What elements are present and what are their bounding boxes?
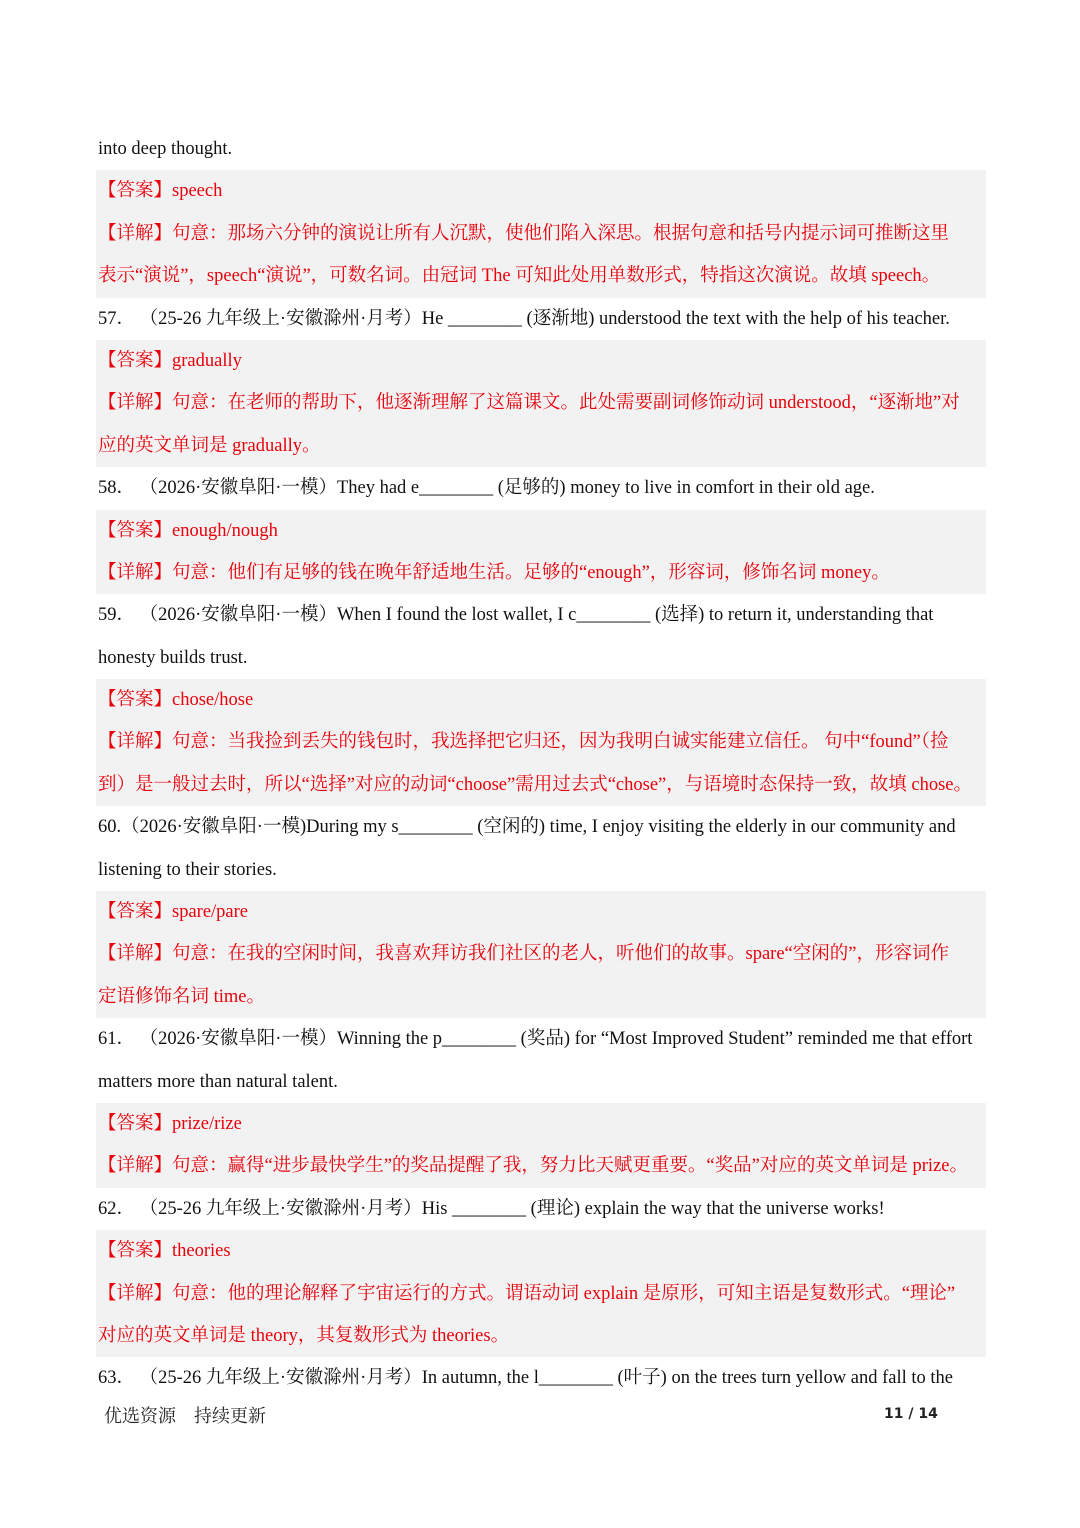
answer-line: 【答案】theories <box>98 1241 231 1262</box>
question-line: 60.（2026·安徽阜阳·一模)During my s________ (空闲的) time, I enjoy visiting the elderly in our community and <box>98 817 956 838</box>
answer-block <box>96 1103 986 1188</box>
answer-line: 【答案】prize/rize <box>98 1113 242 1134</box>
footer-slogan <box>104 1402 266 1428</box>
explanation-line: 【详解】句意：他们有足够的钱在晚年舒适地生活。足够的“enough”，形容词，修饰名词 money。 <box>98 562 890 583</box>
answer-block <box>96 510 986 595</box>
footer-text-b: 持续更新 <box>194 1406 266 1427</box>
answer-line: 【答案】gradually <box>98 350 242 371</box>
explanation-line: 对应的英文单词是 theory，其复数形式为 theories。 <box>98 1325 510 1346</box>
question-line: listening to their stories. <box>98 859 277 880</box>
question-line: 57． （25-26 九年级上·安徽滁州·月考）He ________ (逐渐地) understood the text with the help of his teacher. <box>98 308 950 329</box>
answer-line: 【答案】chose/hose <box>98 690 254 711</box>
answer-line: 【答案】enough/nough <box>98 520 278 541</box>
question-line: 58． （2026·安徽阜阳·一模）They had e________ (足够的) money to live in comfort in their old age. <box>98 478 875 499</box>
question-line: 63． （25-26 九年级上·安徽滁州·月考）In autumn, the l________ (叶子) on the trees turn yellow and fall to the <box>98 1368 953 1389</box>
explanation-line: 【详解】句意：他的理论解释了宇宙运行的方式。谓语动词 explain 是原形，可知主语是复数形式。“理论” <box>98 1283 956 1304</box>
question-line: 62． （25-26 九年级上·安徽滁州·月考）His ________ (理论) explain the way that the universe works! <box>98 1198 885 1219</box>
question-line: 61． （2026·安徽阜阳·一模）Winning the p________ (奖品) for “Most Improved Student” reminded me that effort <box>98 1029 973 1050</box>
explanation-line: 定语修饰名词 time。 <box>98 986 266 1007</box>
answer-block <box>96 891 986 1018</box>
explanation-line: 表示“演说”，speech“演说”，可数名词。由冠词 The 可知此处用单数形式，特指这次演说。故填 speech。 <box>98 266 941 287</box>
answer-block <box>96 1230 986 1357</box>
explanation-line: 应的英文单词是 gradually。 <box>98 435 321 456</box>
question-line: 59． （2026·安徽阜阳·一模）When I found the lost wallet, I c________ (选择) to return it, understanding that <box>98 605 934 626</box>
answer-block <box>96 340 986 467</box>
footer-text-a: 优选资源 <box>104 1406 176 1427</box>
answer-line: 【答案】speech <box>98 181 223 202</box>
answer-block <box>96 679 986 806</box>
explanation-line: 到）是一般过去时，所以“选择”对应的动词“choose”需用过去式“chose”，与语境时态保持一致，故填 chose。 <box>98 774 973 795</box>
explanation-line: 【详解】句意：赢得“进步最快学生”的奖品提醒了我，努力比天赋更重要。“奖品”对应的英文单词是 prize。 <box>98 1156 968 1177</box>
explanation-line: 【详解】句意：在我的空闲时间，我喜欢拜访我们社区的老人，听他们的故事。spare“空闲的”，形容词作 <box>98 944 949 965</box>
answer-line: 【答案】spare/pare <box>98 902 249 923</box>
document-body <box>96 128 986 1400</box>
question-line: honesty builds trust. <box>98 647 248 668</box>
page-number: 11 / 14 <box>884 1406 938 1422</box>
question-line: into deep thought. <box>98 139 233 159</box>
explanation-line: 【详解】句意：那场六分钟的演说让所有人沉默，使他们陷入深思。根据句意和括号内提示词可推断这里 <box>98 223 950 244</box>
answer-block <box>96 170 986 297</box>
explanation-line: 【详解】句意：当我捡到丢失的钱包时，我选择把它归还，因为我明白诚实能建立信任。 句中“found”（捡 <box>98 732 949 753</box>
explanation-line: 【详解】句意：在老师的帮助下，他逐渐理解了这篇课文。此处需要副词修饰动词 understood，“逐渐地”对 <box>98 393 960 414</box>
question-line: matters more than natural talent. <box>98 1071 338 1092</box>
